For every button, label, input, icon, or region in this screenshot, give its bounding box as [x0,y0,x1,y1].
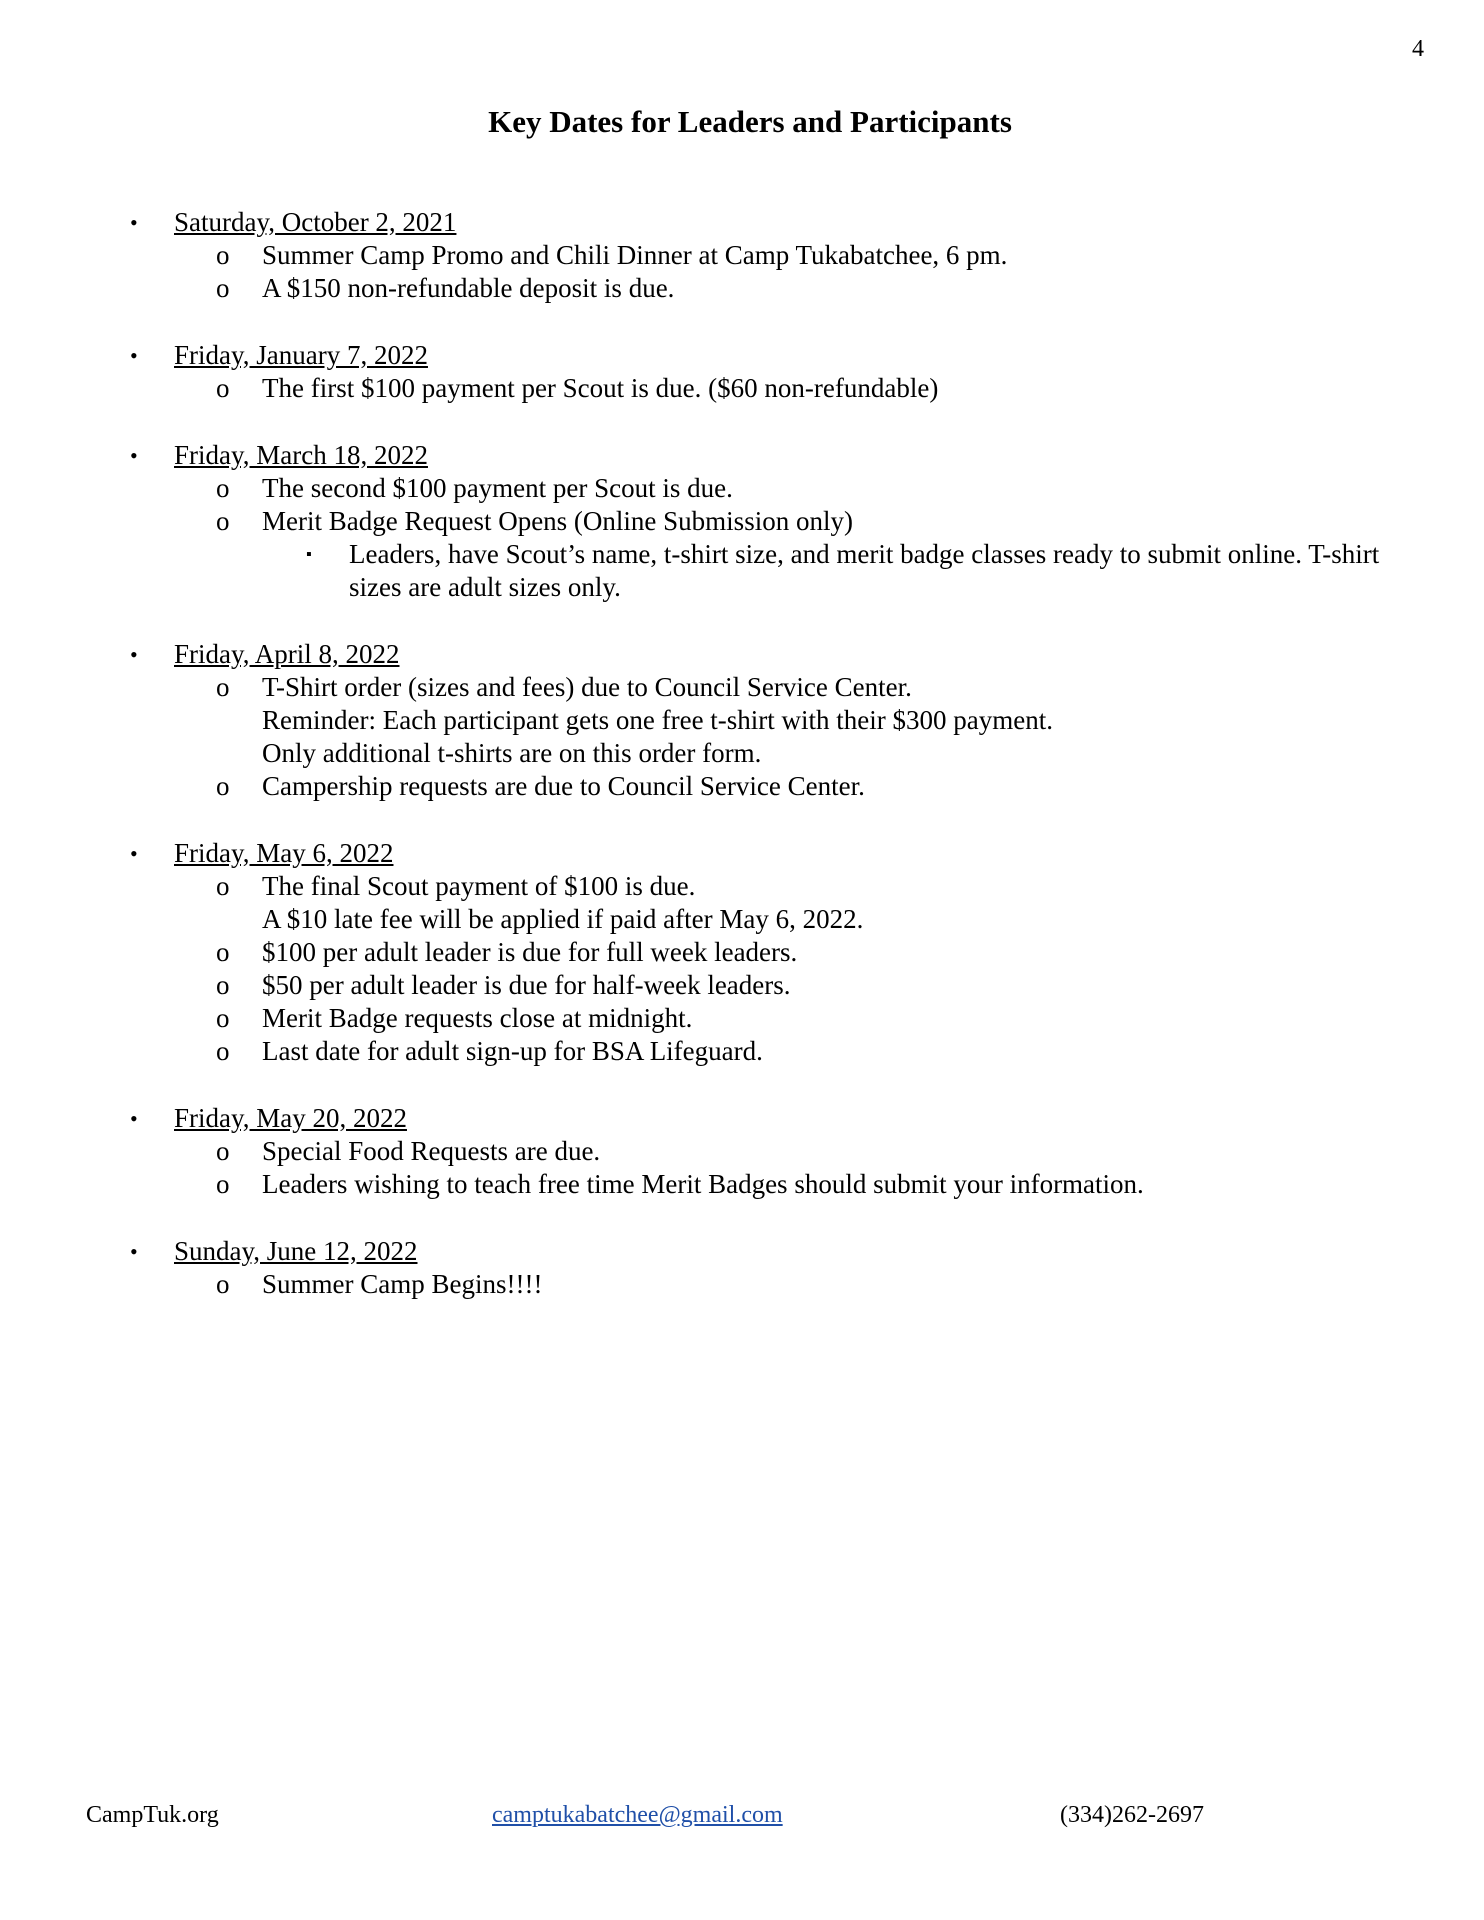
circle-bullet-icon: o [216,1036,230,1066]
date-item [130,1235,1410,1301]
circle-bullet-icon: o [216,1136,230,1166]
detail-text: Special Food Requests are due. [262,1136,601,1166]
circle-bullet-icon: o [216,672,230,702]
circle-bullet-icon: o [216,473,230,503]
detail-item [216,272,1410,305]
detail-item [216,472,1410,505]
detail-text: $50 per adult leader is due for half-week leaders. [262,970,791,1000]
circle-bullet-icon: o [216,373,230,403]
bullet-icon: • [130,1106,138,1131]
detail-text: Merit Badge Request Opens (Online Submission only) [262,506,853,536]
detail-text: T-Shirt order (sizes and fees) due to Council Service Center. [262,672,912,702]
circle-bullet-icon: o [216,1269,230,1299]
circle-bullet-icon: o [216,871,230,901]
sub-detail-item [306,538,1410,604]
date-details-list [130,472,1410,604]
bullet-icon: • [130,343,138,368]
date-details-list [130,870,1410,1068]
sub-detail-list [262,538,1410,604]
detail-text: A $10 late fee will be applied if paid after May 6, 2022. [262,904,864,934]
date-heading: Saturday, October 2, 2021 [174,207,457,237]
circle-bullet-icon: o [216,771,230,801]
circle-bullet-icon: o [216,937,230,967]
detail-item [216,1268,1410,1301]
bullet-icon: • [130,841,138,866]
date-item [130,638,1410,803]
date-item [130,439,1410,604]
detail-item [216,239,1410,272]
detail-item [216,372,1410,405]
circle-bullet-icon: o [216,240,230,270]
date-heading: Sunday, June 12, 2022 [174,1236,418,1266]
date-heading: Friday, May 6, 2022 [174,838,394,868]
detail-text: Summer Camp Promo and Chili Dinner at Camp Tukabatchee, 6 pm. [262,240,1008,270]
date-heading: Friday, April 8, 2022 [174,639,400,669]
detail-text: The second $100 payment per Scout is due. [262,473,733,503]
detail-text: Only additional t-shirts are on this order form. [262,738,762,768]
detail-item [216,1168,1410,1201]
circle-bullet-icon: o [216,1169,230,1199]
detail-text: Leaders wishing to teach free time Merit Badges should submit your information. [262,1169,1144,1199]
bullet-icon: • [130,443,138,468]
footer-website: CampTuk.org [86,1802,219,1828]
date-details-list [130,372,1410,405]
detail-item [216,1035,1410,1068]
detail-text: Summer Camp Begins!!!! [262,1269,543,1299]
detail-item [216,671,1410,770]
page-title: Key Dates for Leaders and Participants [488,104,1012,139]
detail-text: A $150 non-refundable deposit is due. [262,273,675,303]
date-details-list [130,239,1410,305]
detail-item [216,870,1410,936]
bullet-icon: • [130,642,138,667]
footer-phone: (334)262-2697 [1060,1802,1204,1828]
sub-detail-text: Leaders, have Scout’s name, t-shirt size, and merit badge classes ready to submit online. T-shirt sizes are adult sizes only. [349,539,1380,602]
detail-text: Last date for adult sign-up for BSA Lifeguard. [262,1036,763,1066]
bullet-icon: • [130,210,138,235]
date-item [130,1102,1410,1201]
page-number: 4 [1412,36,1424,62]
circle-bullet-icon: o [216,1003,230,1033]
detail-text: Merit Badge requests close at midnight. [262,1003,693,1033]
square-bullet-icon: ▪ [306,546,312,563]
date-details-list [130,1135,1410,1201]
circle-bullet-icon: o [216,506,230,536]
circle-bullet-icon: o [216,970,230,1000]
bullet-icon: • [130,1239,138,1264]
date-heading: Friday, May 20, 2022 [174,1103,407,1133]
circle-bullet-icon: o [216,273,230,303]
date-details-list [130,671,1410,803]
detail-text: The final Scout payment of $100 is due. [262,871,696,901]
key-dates-list-container [130,206,1410,1335]
detail-item [216,770,1410,803]
date-item [130,837,1410,1068]
detail-text: $100 per adult leader is due for full week leaders. [262,937,798,967]
key-dates-list [130,206,1410,1301]
date-heading: Friday, January 7, 2022 [174,340,428,370]
footer-email-link[interactable]: camptukabatchee@gmail.com [492,1802,783,1828]
detail-item [216,969,1410,1002]
detail-text: The first $100 payment per Scout is due. ($60 non-refundable) [262,373,939,403]
date-item [130,339,1410,405]
date-details-list [130,1268,1410,1301]
detail-item [216,505,1410,604]
date-heading: Friday, March 18, 2022 [174,440,428,470]
detail-text: Campership requests are due to Council Service Center. [262,771,865,801]
detail-text: Reminder: Each participant gets one free t-shirt with their $300 payment. [262,705,1054,735]
detail-item [216,936,1410,969]
date-item [130,206,1410,305]
detail-item [216,1135,1410,1168]
detail-item [216,1002,1410,1035]
